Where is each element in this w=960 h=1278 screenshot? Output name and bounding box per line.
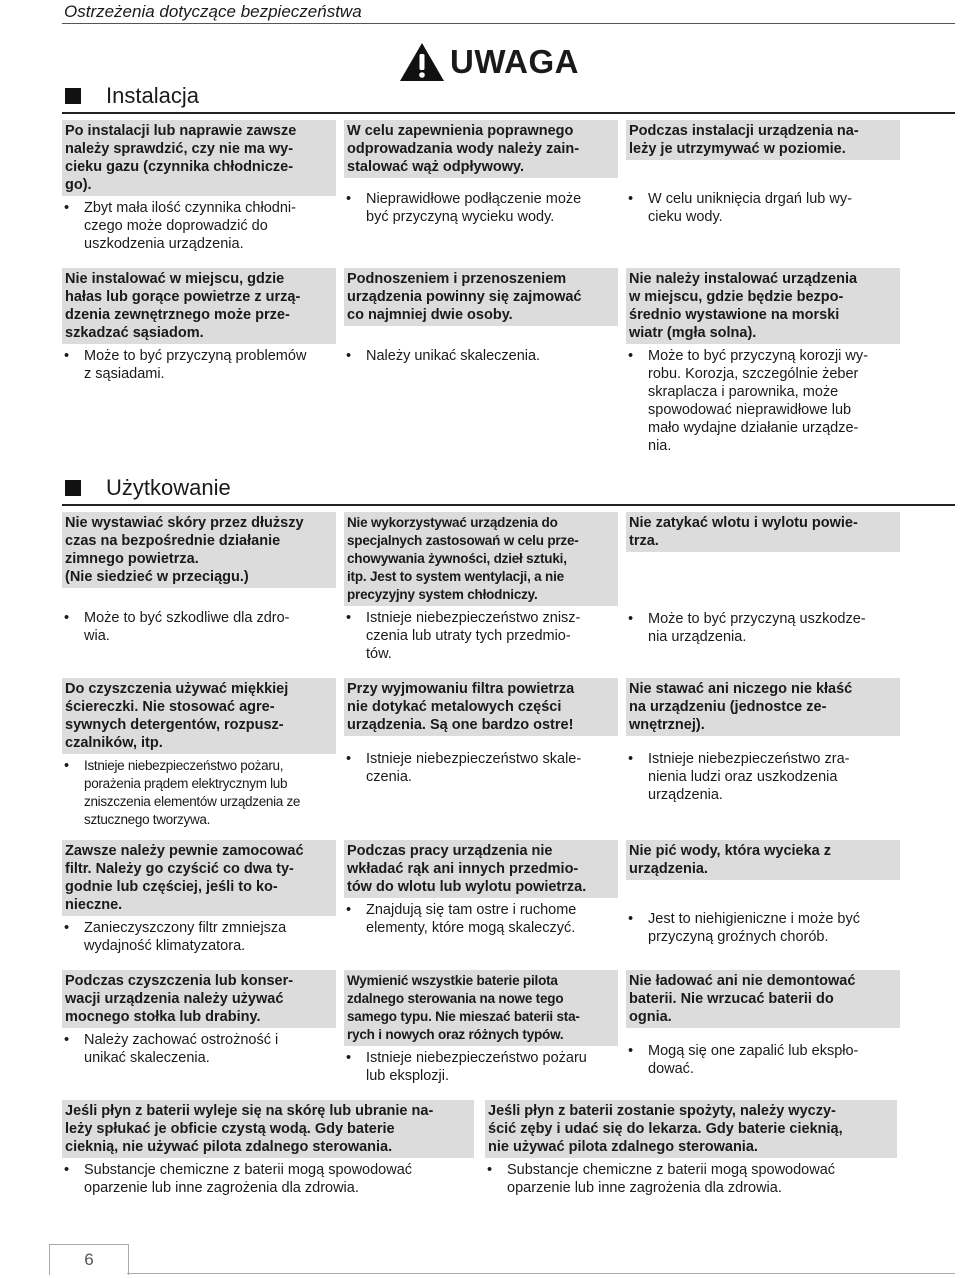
card-bullet [62, 757, 336, 829]
card-heading: Wymienić wszystkie baterie pilota zdalnego sterowania na nowe tego samego typu. Nie mieszać baterii sta- rych i nowych oraz różnych typów. [344, 970, 618, 1046]
card-heading: Nie wykorzystywać urządzenia do specjalnych zastosowań w celu prze- chowywania żywności, dzieł sztuki, itp. Jest to system wentylacji, a nie precyzyjny system chłodniczy. [344, 512, 618, 606]
page-number-box [49, 1244, 129, 1275]
bullet-icon [628, 347, 648, 455]
warning-triangle-icon [398, 41, 446, 83]
card-bullet [626, 750, 900, 804]
bullet-text: Znajdują się tam ostre i ruchome elementy, które mogą skaleczyć. [366, 902, 577, 936]
bullet-icon [487, 1161, 507, 1197]
bullet-icon [346, 750, 366, 786]
bullet-icon [64, 347, 84, 383]
card-bullet [62, 1031, 336, 1067]
card-heading: Jeśli płyn z baterii wyleje się na skórę lub ubranie na- leży spłukać je obficie czystą wodą. Gdy baterie cieknią, nie używać pilota zdalnego sterowania. [62, 1100, 474, 1158]
usage-card [344, 678, 618, 786]
usage-card [626, 512, 900, 646]
installation-card [62, 120, 336, 253]
bullet-icon [346, 1049, 366, 1085]
installation-card [344, 268, 618, 365]
bullet-icon [346, 609, 366, 663]
installation-card [626, 120, 900, 226]
page-header-title: Ostrzeżenia dotyczące bezpieczeństwa [64, 2, 362, 21]
bullet-icon [628, 1042, 648, 1078]
bullet-icon [64, 199, 84, 253]
usage-card [62, 840, 336, 955]
card-bullet [626, 190, 900, 226]
usage-card [626, 970, 900, 1078]
page-number: 6 [84, 1250, 94, 1269]
usage-card [344, 840, 618, 937]
bullet-icon [64, 609, 84, 645]
card-bullet [62, 347, 336, 383]
card-bullet [344, 901, 618, 937]
card-bullet [62, 609, 336, 645]
card-heading: Nie instalować w miejscu, gdzie hałas lub gorące powietrze z urzą- dzenia zewnętrznego może prze- szkadzać sąsiadom. [62, 268, 336, 344]
card-heading: Jeśli płyn z baterii zostanie spożyty, należy wyczy- ścić zęby i udać się do lekarza. Gdy baterie cieknią, nie używać pilota zdalnego sterowania. [485, 1100, 897, 1158]
header-divider [62, 23, 955, 24]
usage-card [62, 512, 336, 645]
bullet-text: Substancje chemiczne z baterii mogą spowodować oparzenie lub inne zagrożenia dla zdrowia. [507, 1162, 836, 1196]
bullet-text: Istnieje niebezpieczeństwo skale- czenia. [366, 751, 582, 785]
card-heading: Nie stawać ani niczego nie kłaść na urządzeniu (jednostce ze- wnętrznej). [626, 678, 900, 736]
footer-divider [127, 1273, 955, 1274]
bullet-text: Jest to niehigieniczne i może być przyczyną groźnych chorób. [648, 911, 860, 945]
card-heading: Podnoszeniem i przenoszeniem urządzenia powinny się zajmować co najmniej dwie osoby. [344, 268, 618, 326]
card-heading: Nie ładować ani nie demontować baterii. Nie wrzucać baterii do ognia. [626, 970, 900, 1028]
bullet-text: Należy zachować ostrożność i unikać skaleczenia. [84, 1032, 279, 1066]
bullet-icon [346, 901, 366, 937]
card-heading: Podczas pracy urządzenia nie wkładać rąk ani innych przedmio- tów do wlotu lub wylotu powietrza. [344, 840, 618, 898]
warning-banner [398, 40, 579, 84]
bullet-text: Mogą się one zapalić lub ekspło- dować. [648, 1043, 859, 1077]
installation-card [62, 268, 336, 383]
usage-card [344, 512, 618, 663]
card-heading: Zawsze należy pewnie zamocować filtr. Należy go czyścić co dwa ty- godnie lub częściej, jeśli to ko- nieczne. [62, 840, 336, 916]
card-bullet [626, 610, 900, 646]
battery-card [485, 1100, 897, 1197]
bullet-text: Zbyt mała ilość czynnika chłodni- czego może doprowadzić do uszkodzenia urządzenia. [84, 200, 296, 252]
card-heading: Przy wyjmowaniu filtra powietrza nie dotykać metalowych części urządzenia. Są one bardzo ostre! [344, 678, 618, 736]
card-heading: Do czyszczenia używać miękkiej ściereczki. Nie stosować agre- sywnych detergentów, rozpusz- czalników, itp. [62, 678, 336, 754]
bullet-text: Substancje chemiczne z baterii mogą spowodować oparzenie lub inne zagrożenia dla zdrowia. [84, 1162, 413, 1196]
bullet-text: Może to być przyczyną problemów z sąsiadami. [84, 348, 307, 382]
bullet-text: Istnieje niebezpieczeństwo zra- nienia ludzi oraz uszkodzenia urządzenia. [648, 751, 850, 803]
usage-card [62, 678, 336, 829]
card-bullet [62, 199, 336, 253]
bullet-icon [64, 919, 84, 955]
section-title: Instalacja [106, 83, 199, 108]
battery-card [62, 1100, 474, 1197]
bullet-icon [346, 347, 366, 365]
card-heading: Nie należy instalować urządzenia w miejscu, gdzie będzie bezpo- średnio wystawione na morski wiatr (mgła solna). [626, 268, 900, 344]
usage-card [62, 970, 336, 1067]
bullet-icon [628, 190, 648, 226]
bullet-text: Istnieje niebezpieczeństwo pożaru, porażenia prądem elektrycznym lub zniszczenia elementów urządzenia ze sztucznego tworzywa. [84, 758, 301, 827]
bullet-text: Zanieczyszczony filtr zmniejsza wydajność klimatyzatora. [84, 920, 287, 954]
bullet-icon [628, 750, 648, 804]
bullet-icon [628, 910, 648, 946]
card-bullet [626, 910, 900, 946]
bullet-icon [628, 610, 648, 646]
card-heading: Po instalacji lub naprawie zawsze należy sprawdzić, czy nie ma wy- cieku gazu (czynnika chłodnicze- go). [62, 120, 336, 196]
card-bullet [344, 609, 618, 663]
card-bullet [62, 1161, 474, 1197]
bullet-text: Może to być szkodliwe dla zdro- wia. [84, 610, 290, 644]
card-heading: Podczas instalacji urządzenia na- leży je utrzymywać w poziomie. [626, 120, 900, 160]
card-bullet [344, 190, 618, 226]
card-heading: Nie wystawiać skóry przez dłuższy czas na bezpośrednie działanie zimnego powietrza. (Nie siedzieć w przeciągu.) [62, 512, 336, 588]
card-bullet [485, 1161, 897, 1197]
bullet-text: Należy unikać skaleczenia. [366, 348, 541, 364]
section-square-icon [65, 88, 81, 104]
installation-card [626, 268, 900, 455]
card-bullet [626, 347, 900, 455]
card-heading: W celu zapewnienia poprawnego odprowadzania wody należy zain- stalować wąż odpływowy. [344, 120, 618, 178]
usage-card [344, 970, 618, 1085]
section-title: Użytkowanie [106, 475, 231, 500]
card-bullet [62, 919, 336, 955]
bullet-text: Nieprawidłowe podłączenie może być przyczyną wycieku wody. [366, 191, 582, 225]
card-heading: Nie zatykać wlotu i wylotu powie- trza. [626, 512, 900, 552]
bullet-text: W celu uniknięcia drgań lub wy- cieku wody. [648, 191, 852, 225]
section-installation [62, 82, 955, 114]
usage-card [626, 840, 900, 946]
bullet-text: Może to być przyczyną korozji wy- robu. Korozja, szczególnie żeber skraplacza i parownika, może spowodować nieprawidłowe lub mało wydajne działanie urządze- nia. [648, 348, 868, 454]
card-bullet [344, 750, 618, 786]
usage-card [626, 678, 900, 804]
card-heading: Podczas czyszczenia lub konser- wacji urządzenia należy używać mocnego stołka lub drabiny. [62, 970, 336, 1028]
bullet-text: Istnieje niebezpieczeństwo znisz- czenia lub utraty tych przedmio- tów. [366, 610, 581, 662]
card-heading: Nie pić wody, która wycieka z urządzenia. [626, 840, 900, 880]
warning-label: UWAGA [450, 43, 579, 80]
card-bullet [344, 347, 618, 365]
installation-card [344, 120, 618, 226]
bullet-text: Może to być przyczyną uszkodze- nia urządzenia. [648, 611, 866, 645]
bullet-icon [64, 757, 84, 829]
card-bullet [626, 1042, 900, 1078]
bullet-icon [64, 1161, 84, 1197]
bullet-icon [64, 1031, 84, 1067]
bullet-icon [346, 190, 366, 226]
bullet-text: Istnieje niebezpieczeństwo pożaru lub eksplozji. [366, 1050, 587, 1084]
card-bullet [344, 1049, 618, 1085]
section-usage [62, 474, 955, 506]
section-square-icon [65, 480, 81, 496]
